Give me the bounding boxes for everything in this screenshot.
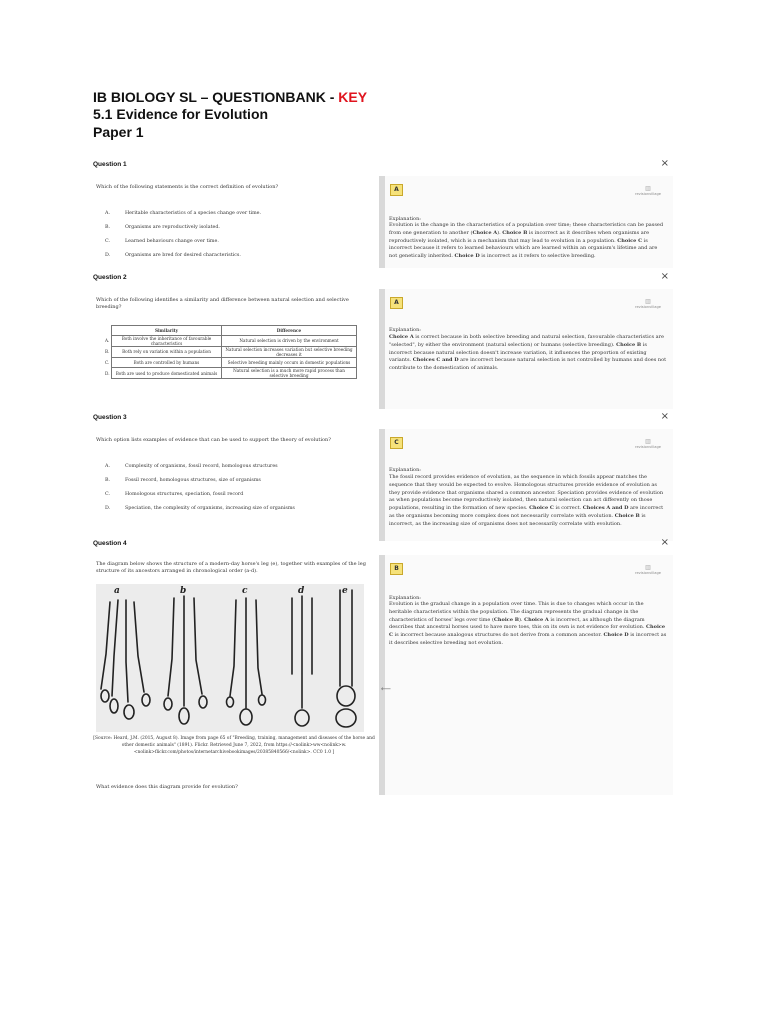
explanation-text: Choice A is correct because in both selective breeding and natural selection, favourable characteristics are "selected", by either the environment (natural selection) or humans (selective breeding). Choice B is incorrect because natural selection doesn't increase variation, it influences the proportion of existing variants. Choices C and D are incorrect because natural selection is not controlled by humans and does not contribute to the domestication of animals. (389, 334, 667, 372)
image-source: [Source: Heard, J.M. (2015, August 8). Image from page 65 of "Breeding, training, management and diseases of the horse and other domestic animals" (1891). Flickr. Retrieved June 7, 2022, from https://<nolink>ww<nolink>w.<nolink>flickr.com/photos/internetarchivebookimages/20385840566/<nolink>. CC0 1.0 ] (93, 736, 375, 755)
paper-title: Paper 1 (93, 124, 144, 140)
option-d: D. Speciation, the complexity of organisms, increasing size of organisms (105, 506, 295, 511)
answer-badge: B (390, 563, 403, 575)
explanation-label: Explanation: (389, 595, 421, 601)
question-prompt: Which option lists examples of evidence that can be used to support the theory of evolution? (96, 437, 331, 443)
logo-icon: ▥ (645, 564, 651, 571)
close-icon[interactable]: × (660, 411, 669, 422)
figure-label: d (298, 586, 305, 596)
question-title: Question 2 (93, 274, 127, 281)
logo-icon: ▥ (645, 185, 651, 192)
table-row: A. Both involve the inheritance of favourable characteristics Natural selection is driven by the environment (105, 335, 357, 346)
answer-panel (379, 429, 673, 541)
table-header: Similarity (112, 326, 222, 336)
table-row: C. Both are controlled by humans Selective breeding mainly occurs in domestic populations (105, 357, 357, 368)
page-title: IB BIOLOGY SL – QUESTIONBANK - KEY (93, 89, 368, 105)
explanation-text: Evolution is the gradual change in a population over time. This is due to changes which occur in the heritable characteristics within the population. The diagram represents the gradual change in the characteristics of horses' legs over time (Choice B). Choice A is incorrect, as although the diagram describes that ancestral horses used to have more toes, this on its own is not evidence for evolution. Choice C is incorrect because analogous structures do not derive from a common ancestor. Choice D is incorrect as it describes selective breeding not evolution. (389, 601, 667, 646)
table-row: B. Both rely on variation within a population Natural selection increases variation but selective breeding decreases it (105, 346, 357, 357)
figure-label: e (342, 586, 348, 596)
topic-title: 5.1 Evidence for Evolution (93, 106, 269, 122)
scroll-bar[interactable] (379, 429, 385, 541)
logo-icon: ▥ (645, 298, 651, 305)
close-icon[interactable]: × (660, 158, 669, 169)
answer-panel (379, 289, 673, 409)
option-d: D. Organisms are bred for desired characteristics. (105, 253, 241, 258)
explanation-label: Explanation: (389, 216, 421, 222)
brand-logo: ▥ revisionvillage (631, 565, 665, 575)
close-icon[interactable]: × (660, 271, 669, 282)
table-row: D. Both are used to produce domesticated animals Natural selection is a much more rapid process than selective breeding (105, 368, 357, 379)
question-prompt: The diagram below shows the structure of a modern-day horse's leg (e), together with examples of the leg structure of its ancestors arranged in chronological order (a-d). (96, 561, 366, 574)
brand-logo: ▥ revisionvillage (631, 439, 665, 449)
answer-badge: A (390, 297, 403, 309)
explanation-label: Explanation: (389, 467, 421, 473)
option-b: B. Organisms are reproductively isolated. (105, 225, 220, 230)
brand-logo: ▥ revisionvillage (631, 299, 665, 309)
comparison-table (105, 325, 357, 379)
logo-icon: ▥ (645, 438, 651, 445)
question-title: Question 4 (93, 540, 127, 547)
figure-label: a (114, 586, 120, 596)
scroll-bar[interactable] (379, 289, 385, 409)
question-1 (93, 158, 673, 268)
question-prompt: Which of the following identifies a similarity and difference between natural selection and selective breeding? (96, 297, 349, 310)
scroll-bar[interactable] (379, 555, 385, 795)
explanation-text: The fossil record provides evidence of evolution, as the sequence in which fossils appear matches the sequence that they would be expected to evolve. Homologous structures provide evidence of evolution as they provide evidence that organisms shared a common ancestor. Speciation provides evidence of evolution as when populations become reproductively isolated, then natural selection can act differently on those populations, resulting in the formation of new species. Choice C is correct. Choices A and D are incorrect as the organisms becoming more complex does not necessarily correlate with evolution. Choice B is incorrect, as the increasing size of organisms does not necessarily correlate with evolution. (389, 474, 664, 527)
horse-leg-diagram (96, 584, 364, 732)
answer-panel (379, 555, 673, 795)
question-prompt: Which of the following statements is the correct definition of evolution? (96, 184, 279, 190)
question-title: Question 1 (93, 161, 127, 168)
question-text: What evidence does this diagram provide for evolution? (96, 784, 238, 790)
table-header: Difference (222, 326, 357, 336)
scroll-bar[interactable] (379, 176, 385, 268)
explanation-label: Explanation: (389, 327, 421, 333)
question-2 (93, 271, 673, 411)
figure-label: b (180, 586, 187, 596)
option-c: C. Learned behaviours change over time. (105, 239, 219, 244)
option-b: B. Fossil record, homologous structures, size of organisms (105, 478, 261, 483)
close-icon[interactable]: × (660, 537, 669, 548)
figure-label: c (242, 586, 248, 596)
option-c: C. Homologous structures, speciation, fossil record (105, 492, 244, 497)
answer-badge: A (390, 184, 403, 196)
question-3 (93, 411, 673, 541)
answer-badge: C (390, 437, 403, 449)
left-arrow-icon[interactable]: ⟵ (381, 685, 392, 693)
answer-panel (379, 176, 673, 268)
option-a: A. Complexity of organisms, fossil record, homologous structures (105, 464, 278, 469)
option-a: A. Heritable characteristics of a species change over time. (105, 211, 262, 216)
key-label: KEY (338, 89, 368, 105)
question-4 (93, 537, 673, 797)
question-title: Question 3 (93, 414, 127, 421)
brand-logo: ▥ revisionvillage (631, 186, 665, 196)
explanation-text: Evolution is the change in the characteristics of a population over time; these characteristics can be passed from one generation to another (Choice A). Choice B is incorrect as it describes when organisms are reproductively isolated, which is a mechanism that may lead to evolution in a population. Choice C is incorrect because it refers to learned behaviours which are learned within an organism's lifetime and are not genetically inherited. Choice D is incorrect as it refers to selective breeding. (389, 222, 664, 260)
